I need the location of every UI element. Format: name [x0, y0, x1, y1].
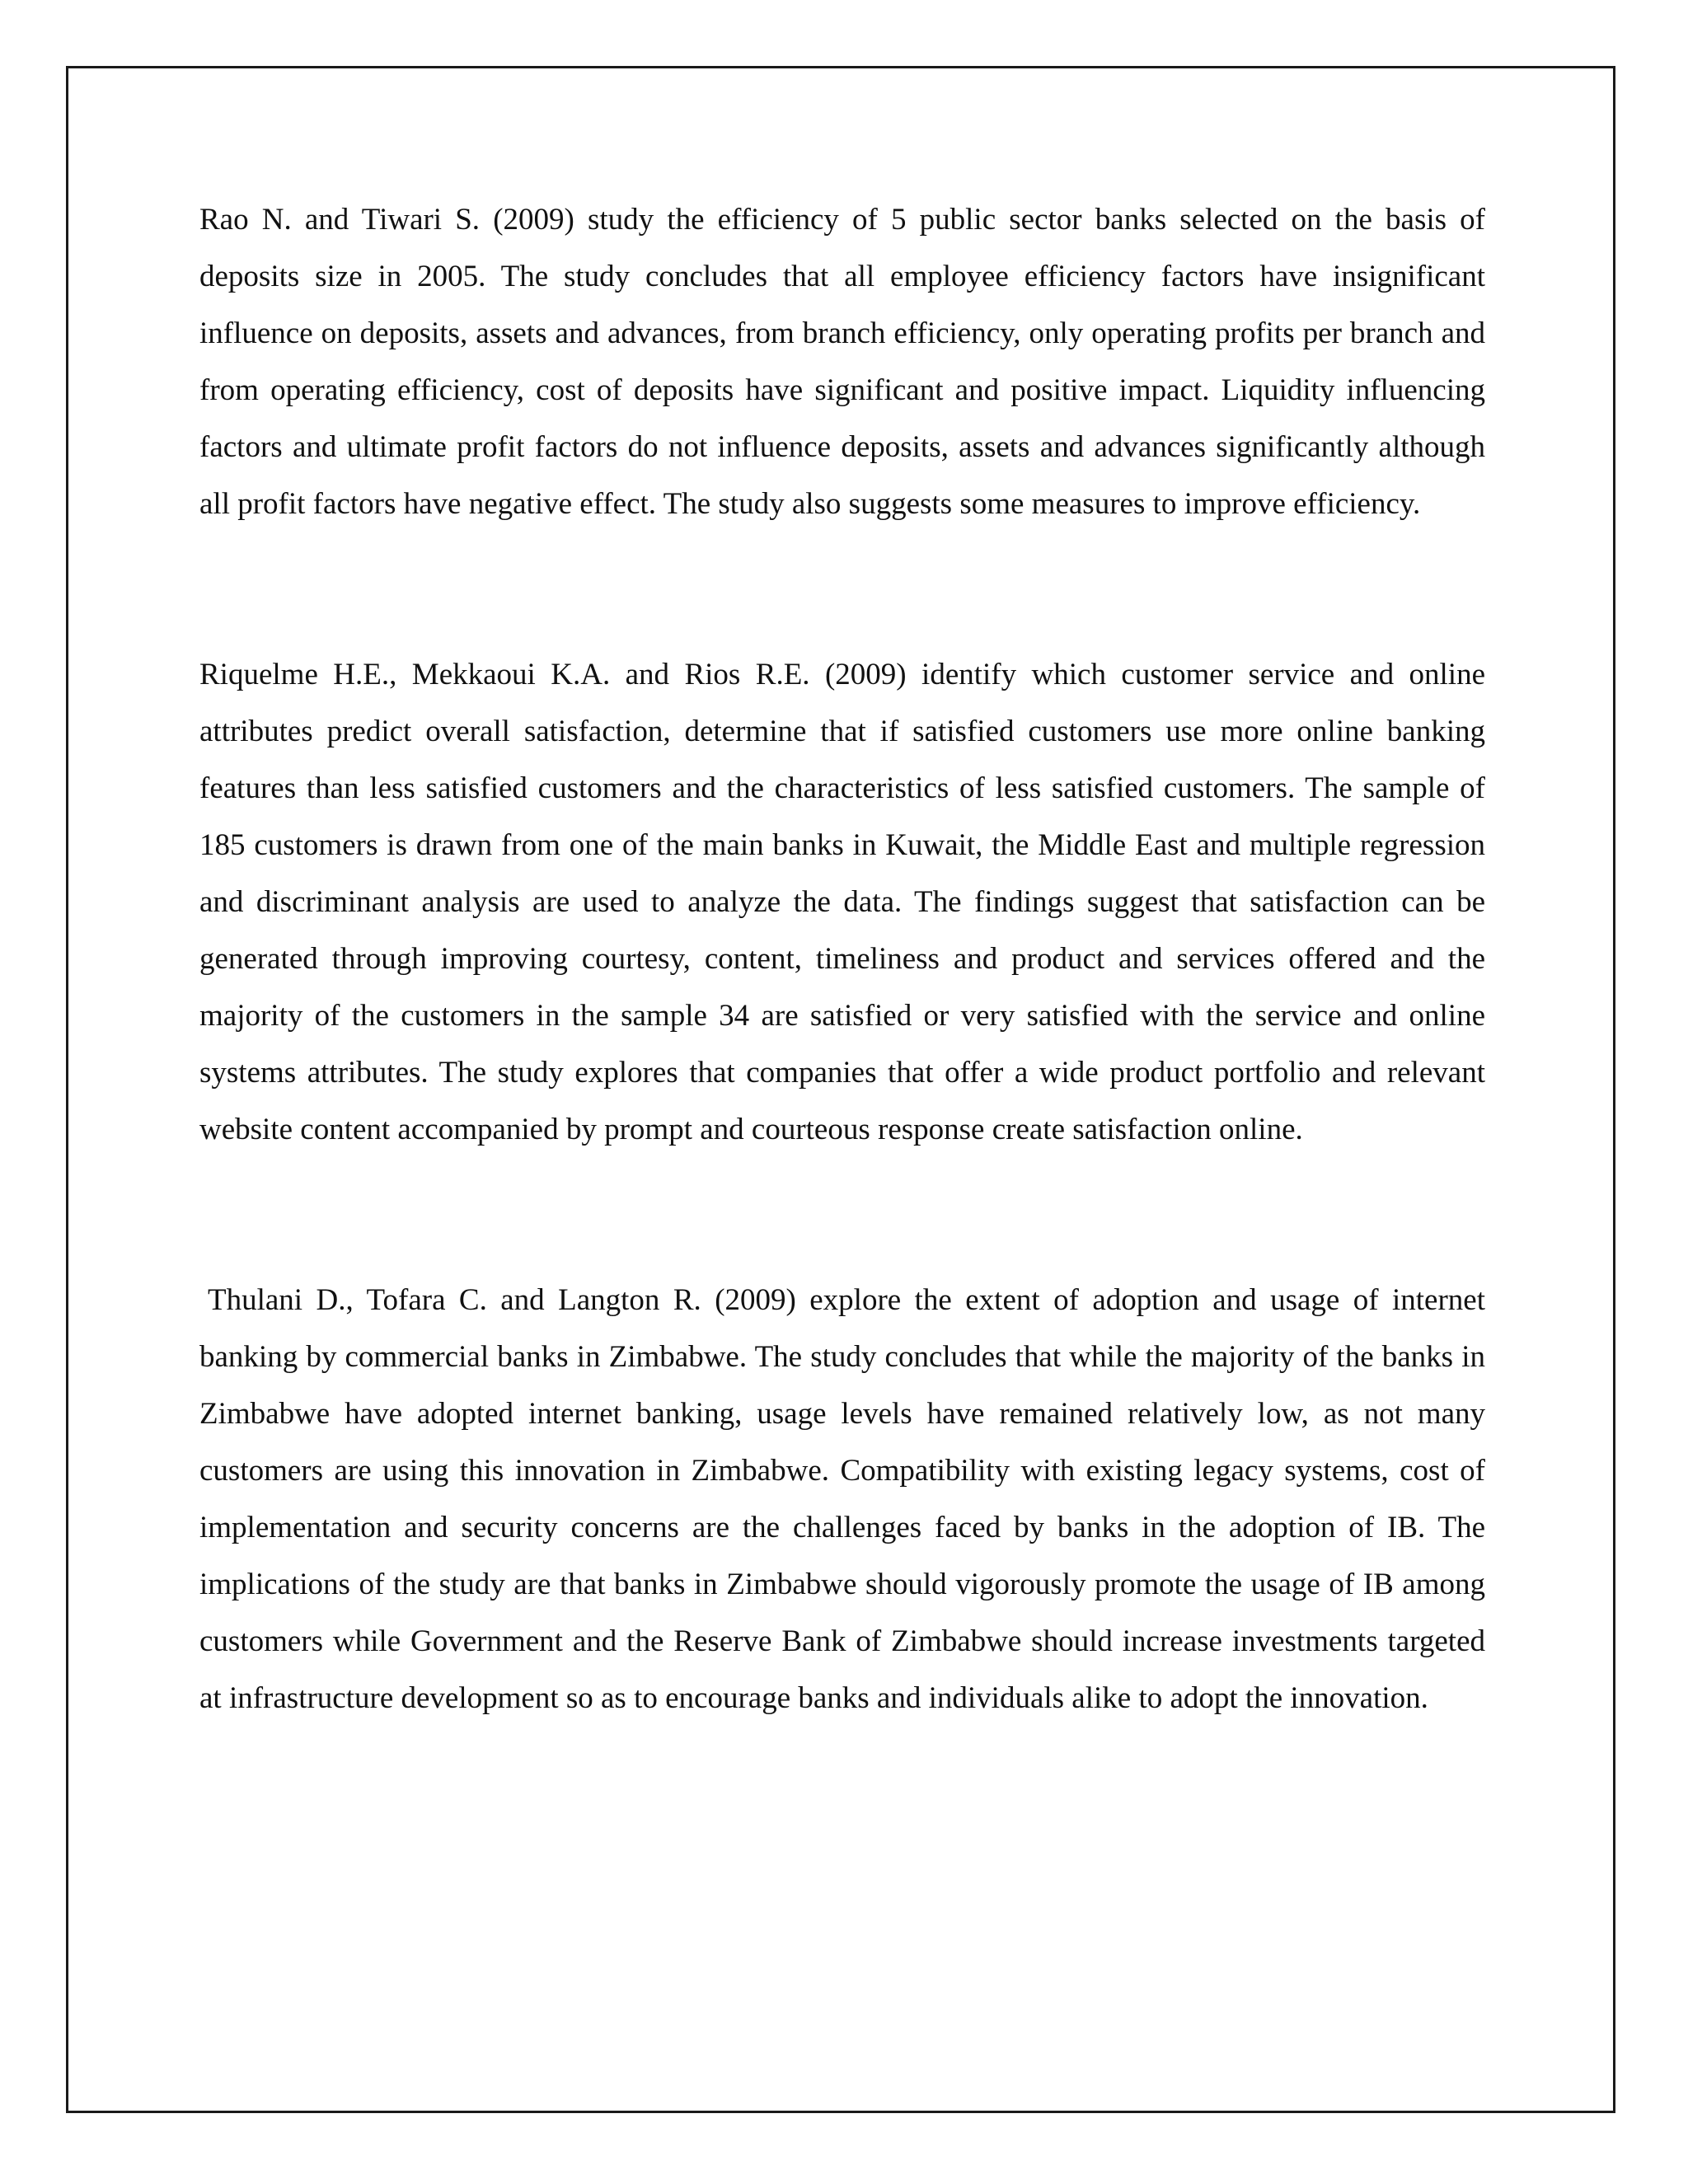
paragraph-thulani: Thulani D., Tofara C. and Langton R. (2009) explore the extent of adoption and usage of internet banking by commercial banks in Zimbabwe. The study concludes that while the majority of the banks in Zimbabwe have adopted internet banking, usage levels have remained relatively low, as not many customers are using this innovation in Zimbabwe. Compatibility with existing legacy systems, cost of implementation and security concerns are the challenges faced by banks in the adoption of IB. The implications of the study are that banks in Zimbabwe should vigorously promote the usage of IB among customers while Government and the Reserve Bank of Zimbabwe should increase investments targeted at infrastructure development so as to encourage banks and individuals alike to adopt the innovation. — [199, 1283, 1485, 1715]
document-body — [199, 191, 1485, 1727]
paragraph-riquelme: Riquelme H.E., Mekkaoui K.A. and Rios R.E. (2009) identify which customer service and online attributes predict overall satisfaction, determine that if satisfied customers use more online banking features than less satisfied customers and the characteristics of less satisfied customers. The sample of 185 customers is drawn from one of the main banks in Kuwait, the Middle East and multiple regression and discriminant analysis are used to analyze the data. The findings suggest that satisfaction can be generated through improving courtesy, content, timeliness and product and services offered and the majority of the customers in the sample 34 are satisfied or very satisfied with the service and online systems attributes. The study explores that companies that offer a wide product portfolio and relevant website content accompanied by prompt and courteous response create satisfaction online. — [199, 658, 1485, 1146]
paragraph-rao-tiwari: Rao N. and Tiwari S. (2009) study the efficiency of 5 public sector banks selected on the basis of deposits size in 2005. The study concludes that all employee efficiency factors have insignificant influence on deposits, assets and advances, from branch efficiency, only operating profits per branch and from operating efficiency, cost of deposits have significant and positive impact. Liquidity influencing factors and ultimate profit factors do not influence deposits, assets and advances significantly although all profit factors have negative effect. The study also suggests some measures to improve efficiency. — [199, 203, 1485, 521]
